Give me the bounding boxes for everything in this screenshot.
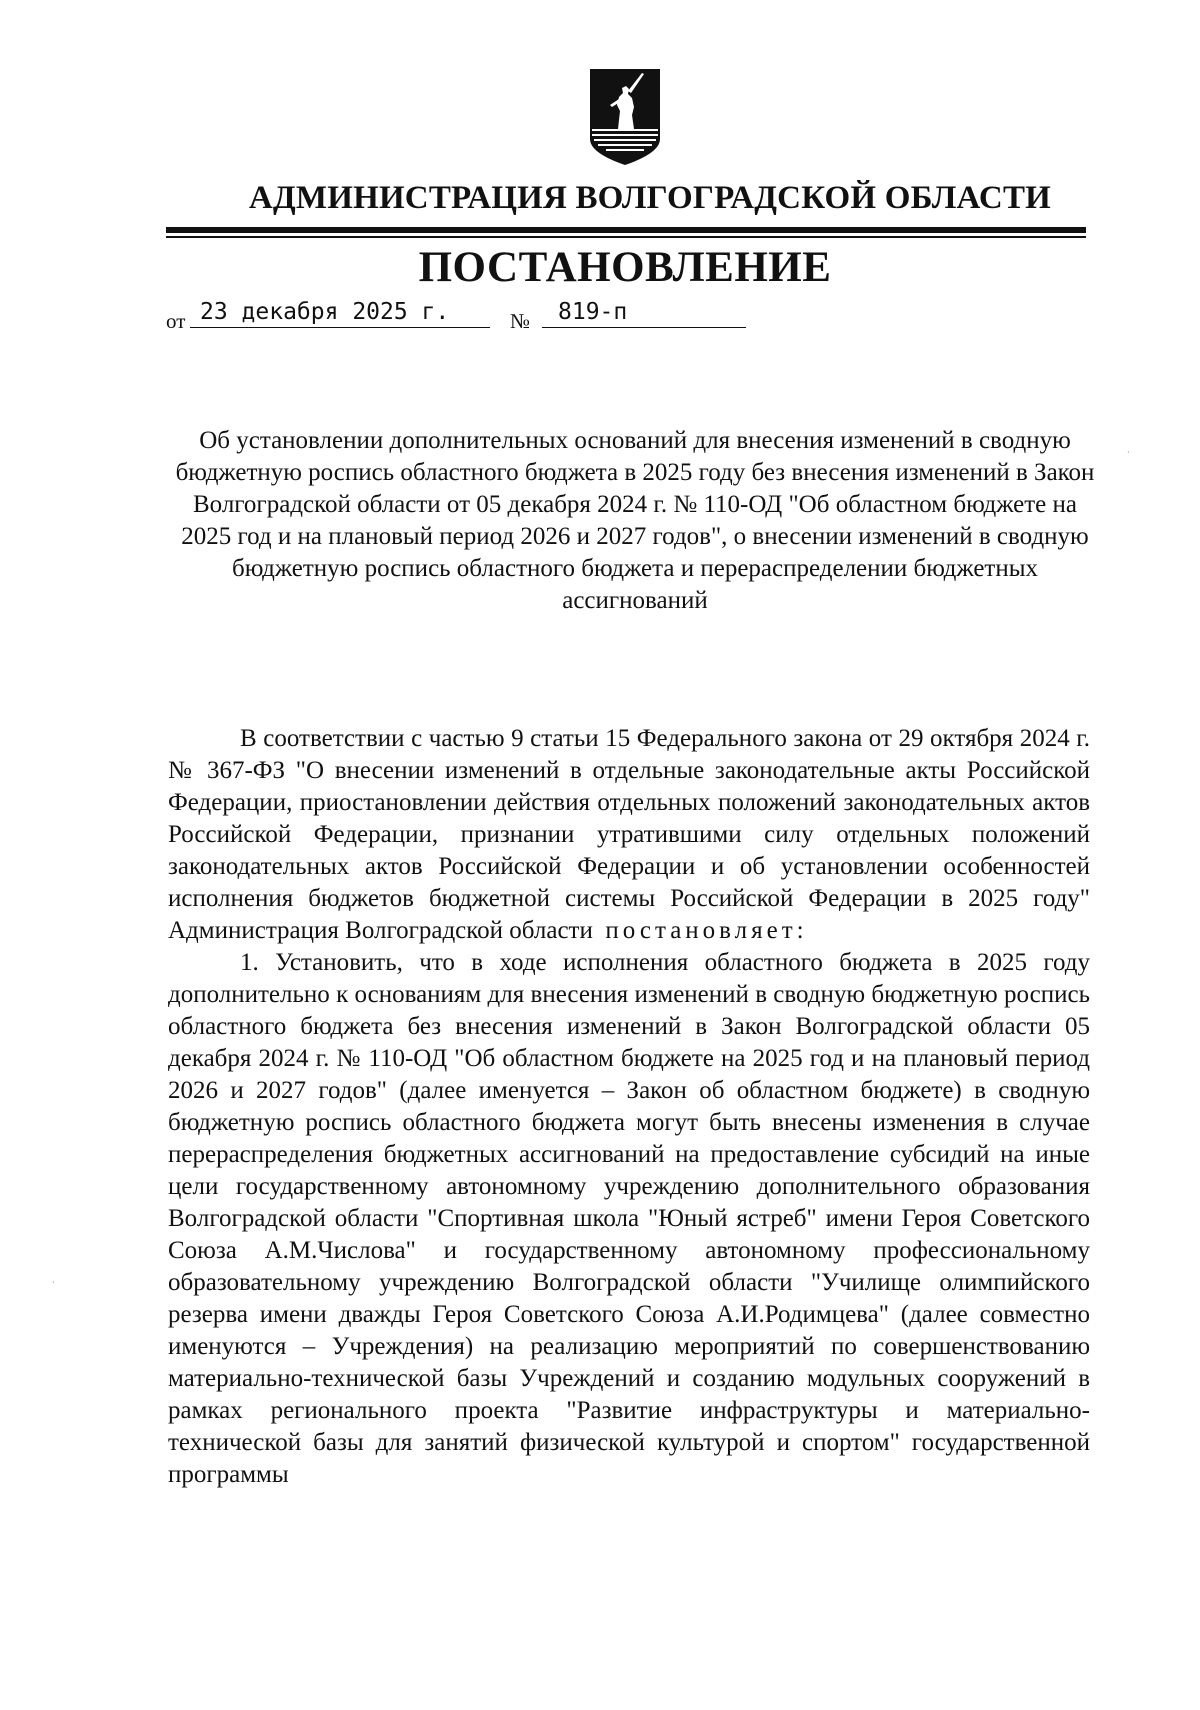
document-date: 23 декабря 2025 г. [190, 300, 490, 328]
decree-word: постановляет: [605, 917, 808, 944]
scan-speck: · [52, 1278, 55, 1287]
coat-of-arms-icon [588, 67, 662, 167]
number-label: № [510, 309, 531, 333]
header-rule-thin [166, 236, 1086, 238]
document-subject: Об установлении дополнительных оснований для внесения изменений в сводную бюджетную роспись областного бюджета в 2025 году без внесения изменений в Закон Волгоградской области от 05 декабря 2024 г. № 110-ОД "Об областном бюджете на 2025 год и на плановый период 2026 и 2027 годов", о внесении изменений в сводную бюджетную роспись областного бюджета и перераспределении бюджетных ассигнований [175, 427, 1095, 614]
document-body [168, 723, 1090, 1491]
document-type-title: ПОСТАНОВЛЕНИЕ [418, 244, 832, 291]
preamble-text: В соответствии с частью 9 статьи 15 Федерального закона от 29 октября 2024 г. № 367-ФЗ "О внесении изменений в отдельные законодательные акты Российской Федерации, приостановлении действия отдельных положений законодательных актов Российской Федерации, признании утратившими силу отдельных положений законодательных актов Российской Федерации и об установлении особенностей исполнения бюджетов бюджетной системы Российской Федерации в 2025 году" Администрация Волгоградской области [168, 725, 1090, 944]
header-rule-thick [166, 227, 1086, 233]
date-number-line [166, 300, 766, 334]
scan-speck: · [1127, 448, 1130, 457]
item-1-paragraph: 1. Установить, что в ходе исполнения областного бюджета в 2025 году дополнительно к основаниям для внесения изменений в сводную бюджетную роспись областного бюджета без внесения изменений в Закон Волгоградской области 05 декабря 2024 г. № 110-ОД "Об областном бюджете на 2025 год и на плановый период 2026 и 2027 годов" (далее именуется – Закон об областном бюджете) в сводную бюджетную роспись областного бюджета могут быть внесены изменения в случае перераспределения бюджетных ассигнований на предоставление субсидий на иные цели государственному автономному учреждению дополнительного образования Волгоградской области "Спортивная школа "Юный ястреб" имени Героя Советского Союза А.М.Числова" и государственному автономному профессиональному образовательному учреждению Волгоградской области "Училище олимпийского резерва имени дважды Героя Советского Союза А.И.Родимцева" (далее совместно именуются – Учреждения) на реализацию мероприятий по совершенствованию материально-технической базы Учреждений и созданию модульных сооружений в рамках регионального проекта "Развитие инфраструктуры и материально-технической базы для занятий физической культурой и спортом" государственной программы [168, 949, 1090, 1488]
organization-title: АДМИНИСТРАЦИЯ ВОЛГОГРАДСКОЙ ОБЛАСТИ [248, 180, 1052, 216]
document-number: 819-п [542, 300, 746, 328]
date-label: от [166, 309, 186, 333]
preamble-paragraph [168, 723, 1090, 947]
